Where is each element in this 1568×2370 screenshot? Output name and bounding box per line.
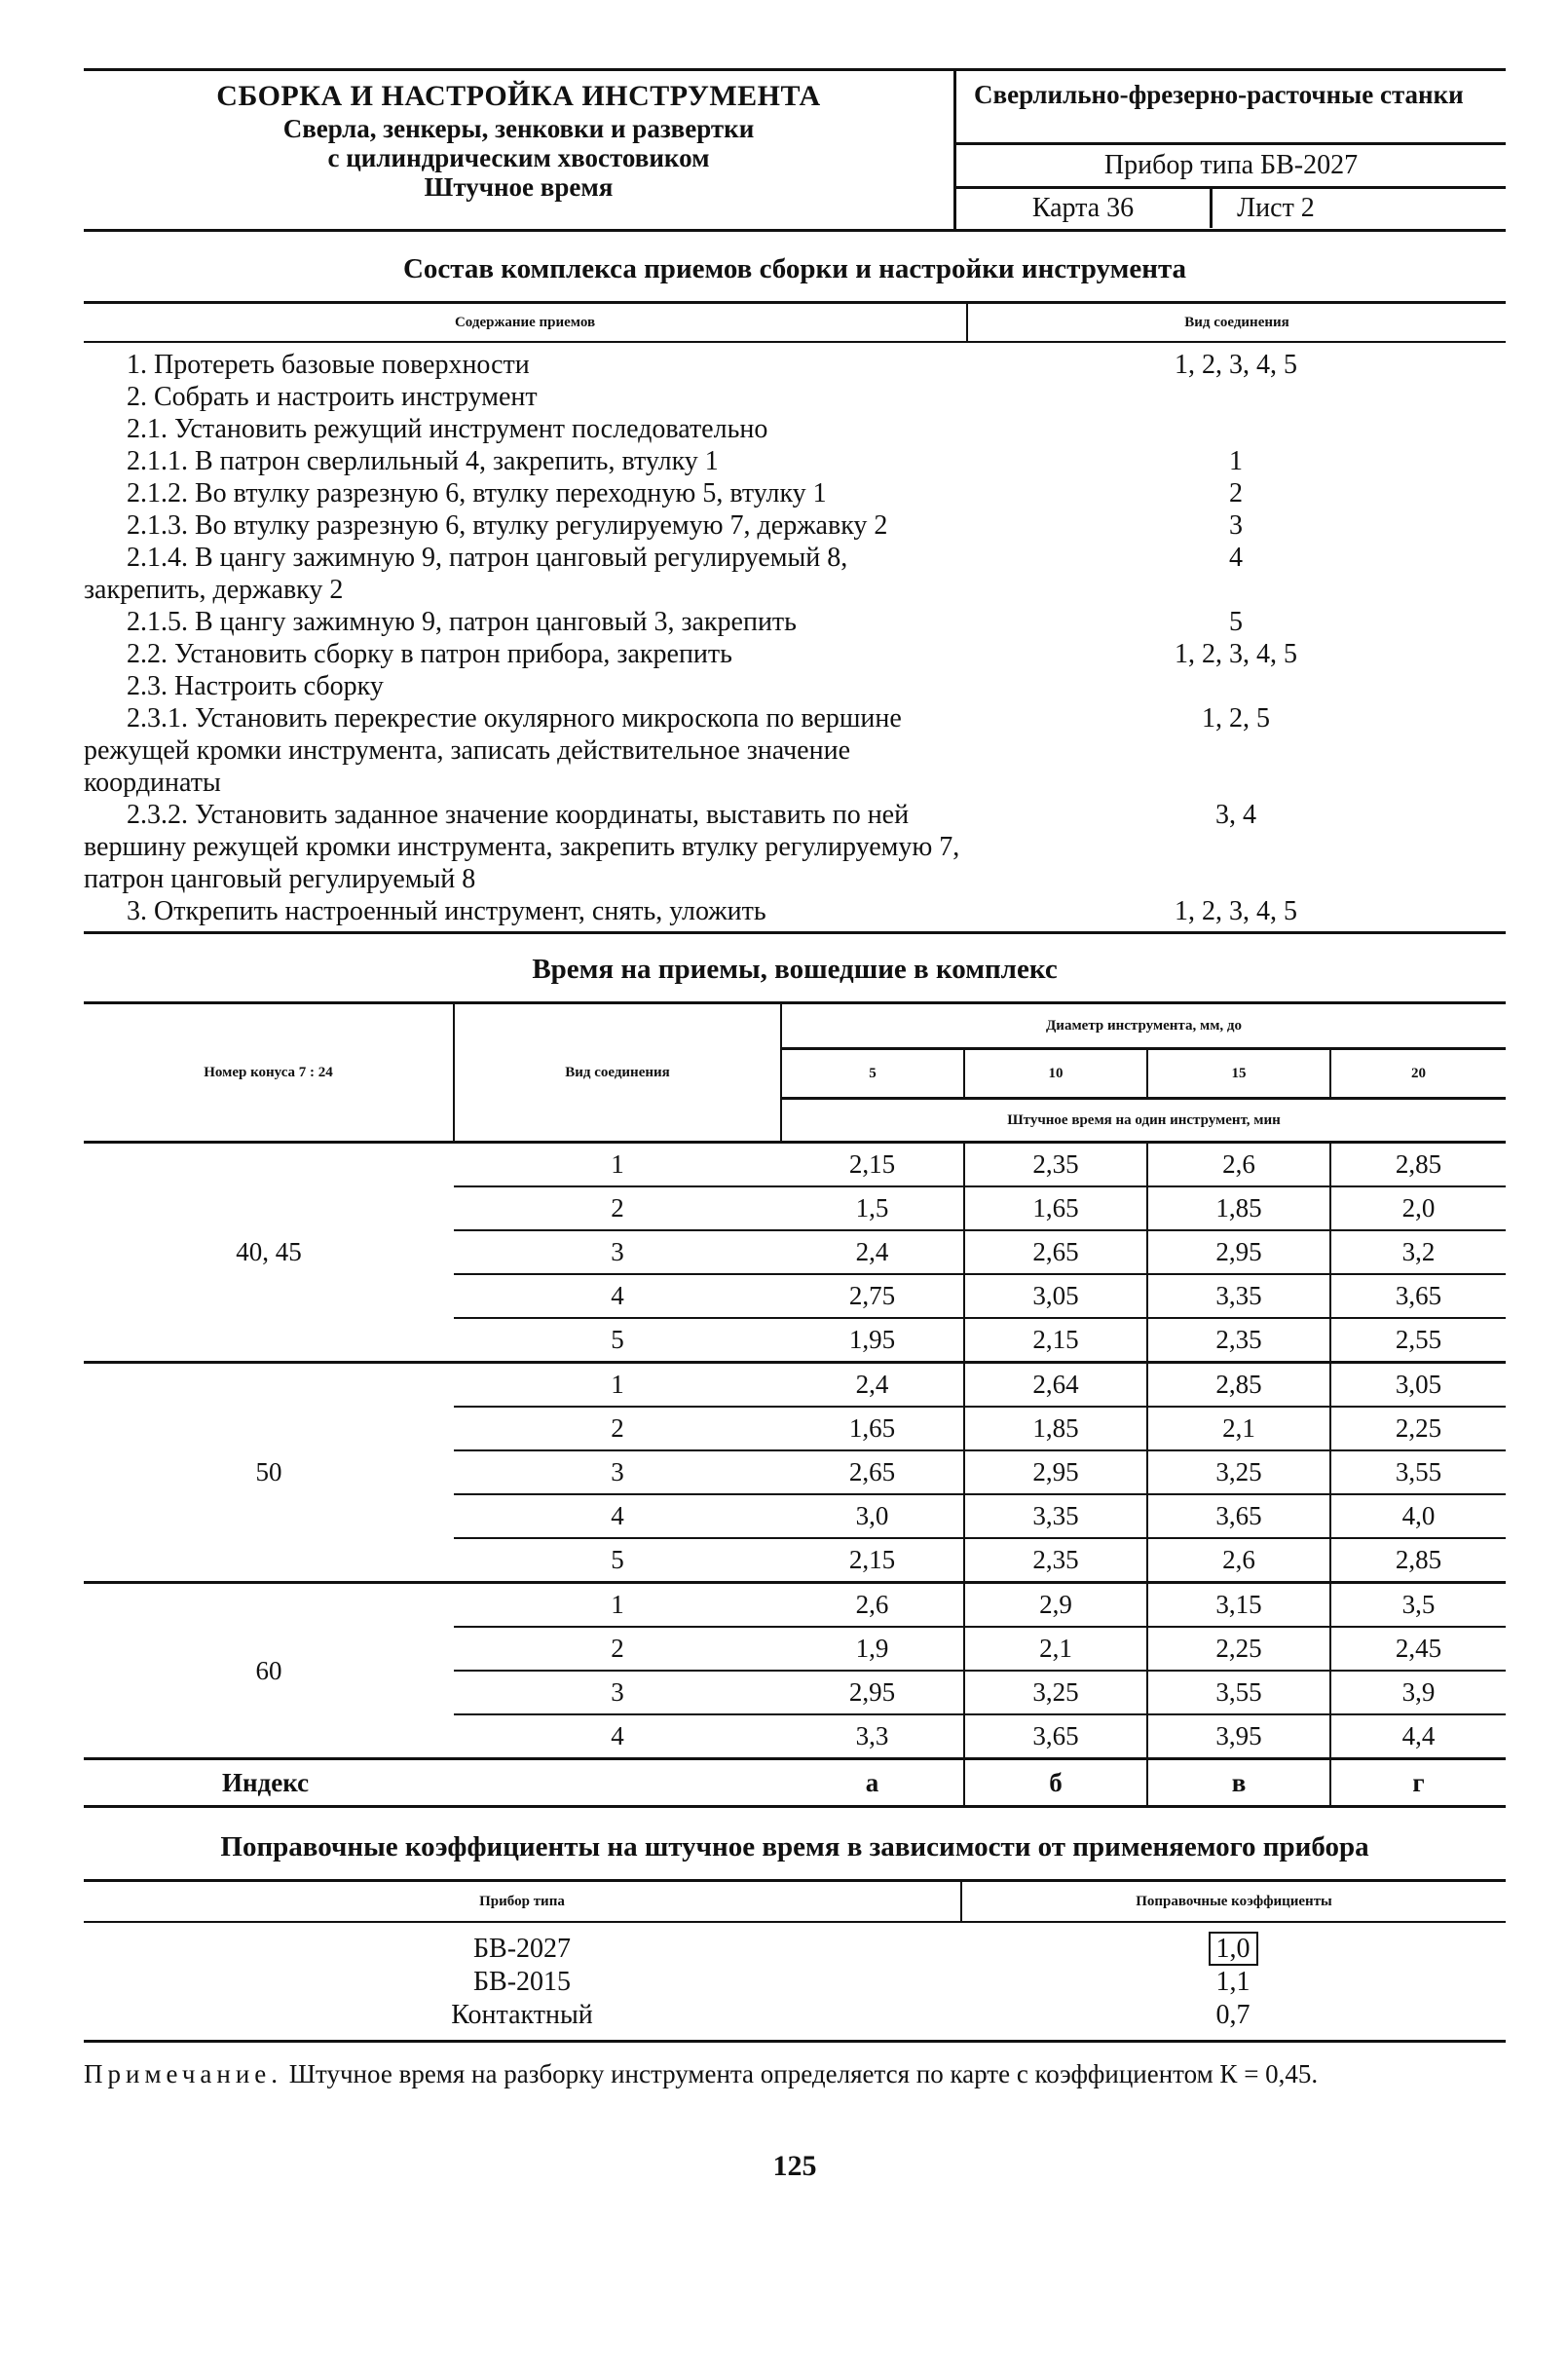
coef-value: 1,1	[1215, 1967, 1251, 1997]
index-value: в	[1147, 1759, 1330, 1807]
correction-row	[84, 1966, 1506, 1999]
step-text: 2.1.5. В цангу зажимную 9, патрон цанговый 3, закрепить	[127, 607, 797, 637]
col-content-header: Содержание приемов	[84, 304, 968, 341]
time-value: 1,65	[781, 1407, 964, 1450]
time-value: 2,45	[1330, 1627, 1506, 1671]
step-text: 2.3.1. Установить перекрестие окулярного микроскопа по вершине режущей кромки инструмента, записать действительное значение координаты	[84, 703, 902, 798]
corrections-table-body	[84, 1923, 1506, 2043]
joint-type: 3	[454, 1230, 781, 1274]
index-row	[84, 1759, 1506, 1807]
device-name: БВ-2027	[472, 1934, 572, 1964]
joint-type: 5	[454, 1538, 781, 1583]
index-value: г	[1330, 1759, 1506, 1807]
time-value: 2,75	[781, 1274, 964, 1318]
time-value: 3,95	[1147, 1714, 1330, 1759]
step-text: 2. Собрать и настроить инструмент	[127, 382, 538, 412]
joint-type: 3	[454, 1450, 781, 1494]
time-value: 3,15	[1147, 1583, 1330, 1628]
coef-cell	[960, 1933, 1506, 1966]
step-row	[84, 381, 1506, 413]
time-value: 1,95	[781, 1318, 964, 1363]
step-row	[84, 606, 1506, 638]
coef-value: 0,7	[1215, 2000, 1251, 2030]
col-joint-header: Вид соединения	[1184, 315, 1289, 330]
note-lead: Примечание.	[84, 2059, 283, 2088]
cone-number: 40, 45	[84, 1143, 454, 1363]
correction-row	[84, 1933, 1506, 1966]
time-value: 2,6	[781, 1583, 964, 1628]
step-text: 2.1. Установить режущий инструмент последовательно	[127, 414, 768, 444]
table-row	[84, 1363, 1506, 1408]
time-value: 3,65	[1330, 1274, 1506, 1318]
time-value: 3,25	[1147, 1450, 1330, 1494]
col-diameter-header: Диаметр инструмента, мм, до	[781, 1003, 1506, 1049]
coef-cell	[960, 1999, 1506, 2032]
step-joint	[966, 670, 1506, 702]
time-value: 2,15	[964, 1318, 1147, 1363]
table-row	[84, 1143, 1506, 1187]
corrections-title: Поправочные коэффициенты на штучное время в зависимости от применяемого прибора	[220, 1831, 1369, 1862]
time-value: 1,65	[964, 1186, 1147, 1230]
step-text: 2.1.3. Во втулку разрезную 6, втулку регулируемую 7, державку 2	[127, 510, 888, 541]
step-joint: 1, 2, 3, 4, 5	[1175, 639, 1297, 669]
header-subtitle-3: Штучное время	[424, 172, 614, 202]
time-value: 2,55	[1330, 1318, 1506, 1363]
joint-type: 2	[454, 1407, 781, 1450]
time-value: 2,6	[1147, 1538, 1330, 1583]
time-table-body	[84, 1143, 1506, 1807]
step-row	[84, 670, 1506, 702]
time-value: 2,95	[1147, 1230, 1330, 1274]
time-value: 2,35	[964, 1143, 1147, 1187]
device-type: Прибор типа БВ-2027	[956, 145, 1506, 189]
coef-cell	[960, 1966, 1506, 1999]
time-value: 2,35	[1147, 1318, 1330, 1363]
page-number: 125	[772, 2150, 817, 2182]
composition-table-header	[84, 301, 1506, 343]
time-value: 2,9	[964, 1583, 1147, 1628]
step-text: 2.2. Установить сборку в патрон прибора, закрепить	[127, 639, 732, 669]
col-coef-header: Поправочные коэффициенты	[1136, 1894, 1332, 1909]
step-text: 3. Открепить настроенный инструмент, снять, уложить	[127, 896, 766, 926]
time-value: 2,85	[1147, 1363, 1330, 1408]
time-value: 3,05	[1330, 1363, 1506, 1408]
col-device-header: Прибор типа	[84, 1882, 962, 1921]
time-value: 3,65	[964, 1714, 1147, 1759]
diameter-label: 20	[1330, 1049, 1506, 1099]
step-joint	[966, 413, 1506, 445]
step-row	[84, 509, 1506, 542]
device-name: Контактный	[451, 2000, 593, 2030]
time-value: 2,65	[964, 1230, 1147, 1274]
header-title: СБОРКА И НАСТРОЙКА ИНСТРУМЕНТА	[216, 80, 821, 112]
step-row	[84, 895, 1506, 927]
time-value: 3,55	[1147, 1671, 1330, 1714]
cone-number: 50	[84, 1363, 454, 1583]
cone-number: 60	[84, 1583, 454, 1759]
step-joint: 1, 2, 3, 4, 5	[1175, 896, 1297, 926]
time-value: 2,25	[1330, 1407, 1506, 1450]
machine-type: Сверлильно-фрезерно-расточные станки	[956, 71, 1506, 145]
time-value: 2,85	[1330, 1143, 1506, 1187]
time-value: 2,95	[964, 1450, 1147, 1494]
device-name: БВ-2015	[472, 1967, 572, 1997]
joint-type: 4	[454, 1274, 781, 1318]
diameter-label: 15	[1147, 1049, 1330, 1099]
col-joint-type-header: Вид соединения	[454, 1003, 781, 1143]
time-value: 2,25	[1147, 1627, 1330, 1671]
card-sheet-row	[956, 189, 1506, 228]
diameter-label: 10	[964, 1049, 1147, 1099]
step-joint: 1, 2, 5	[1202, 703, 1270, 734]
step-joint: 1	[1229, 446, 1243, 476]
time-value: 2,35	[964, 1538, 1147, 1583]
time-value: 3,05	[964, 1274, 1147, 1318]
col-cone-header: Номер конуса 7 : 24	[84, 1003, 454, 1143]
header-meta-block	[956, 71, 1506, 229]
index-value: а	[781, 1759, 964, 1807]
joint-type: 2	[454, 1186, 781, 1230]
time-value: 2,85	[1330, 1538, 1506, 1583]
sheet-number: Лист 2	[1237, 193, 1315, 223]
time-value: 3,3	[781, 1714, 964, 1759]
document-page	[84, 68, 1506, 2183]
joint-type: 1	[454, 1143, 781, 1187]
step-joint: 3	[1229, 510, 1243, 541]
table-row	[84, 1583, 1506, 1628]
index-label: Индекс	[84, 1759, 781, 1807]
step-row	[84, 638, 1506, 670]
time-value: 2,15	[781, 1538, 964, 1583]
time-value: 3,0	[781, 1494, 964, 1538]
step-text: 2.1.1. В патрон сверлильный 4, закрепить, втулку 1	[127, 446, 719, 476]
time-value: 2,4	[781, 1230, 964, 1274]
step-joint: 1, 2, 3, 4, 5	[1175, 350, 1297, 380]
time-value: 2,65	[781, 1450, 964, 1494]
time-value: 3,2	[1330, 1230, 1506, 1274]
time-value: 4,4	[1330, 1714, 1506, 1759]
time-value: 2,0	[1330, 1186, 1506, 1230]
time-value: 1,5	[781, 1186, 964, 1230]
index-value: б	[964, 1759, 1147, 1807]
correction-row	[84, 1999, 1506, 2032]
step-joint: 5	[1229, 607, 1243, 637]
composition-table-body	[84, 343, 1506, 934]
coef-value: 1,0	[1209, 1932, 1258, 1966]
time-value: 1,9	[781, 1627, 964, 1671]
step-joint: 4	[1229, 543, 1243, 573]
time-table	[84, 1001, 1506, 1808]
step-row	[84, 799, 1506, 895]
col-time-header: Штучное время на один инструмент, мин	[781, 1099, 1506, 1143]
step-text: 2.1.4. В цангу зажимную 9, патрон цанговый регулируемый 8, закрепить, державку 2	[84, 543, 848, 605]
header-subtitle-1: Сверла, зенкеры, зенковки и развертки	[282, 114, 755, 143]
time-value: 2,4	[781, 1363, 964, 1408]
note	[84, 2058, 1506, 2089]
joint-type: 3	[454, 1671, 781, 1714]
joint-type: 1	[454, 1363, 781, 1408]
time-value: 4,0	[1330, 1494, 1506, 1538]
step-row	[84, 349, 1506, 381]
time-value: 3,35	[1147, 1274, 1330, 1318]
time-table-title: Время на приемы, вошедшие в комплекс	[532, 954, 1058, 985]
time-value: 3,65	[1147, 1494, 1330, 1538]
step-joint	[966, 381, 1506, 413]
time-value: 3,55	[1330, 1450, 1506, 1494]
step-row	[84, 477, 1506, 509]
step-row	[84, 445, 1506, 477]
corrections-table-header	[84, 1879, 1506, 1923]
time-value: 2,6	[1147, 1143, 1330, 1187]
time-value: 3,35	[964, 1494, 1147, 1538]
step-joint: 3, 4	[1215, 800, 1256, 830]
time-value: 1,85	[964, 1407, 1147, 1450]
step-text: 2.3.2. Установить заданное значение координаты, выставить по ней вершину режущей кромки инструмента, закрепить втулку регулируемую 7, патрон цанговый регулируемый 8	[84, 800, 960, 894]
header-title-block	[84, 71, 956, 229]
card-header	[84, 68, 1506, 232]
time-value: 1,85	[1147, 1186, 1330, 1230]
card-number: Карта 36	[956, 189, 1213, 228]
note-text: Штучное время на разборку инструмента определяется по карте с коэффициентом К = 0,45.	[288, 2059, 1319, 2088]
joint-type: 4	[454, 1494, 781, 1538]
time-value: 2,95	[781, 1671, 964, 1714]
step-row	[84, 413, 1506, 445]
time-value: 3,9	[1330, 1671, 1506, 1714]
time-value: 2,15	[781, 1143, 964, 1187]
time-value: 2,64	[964, 1363, 1147, 1408]
step-text: 1. Протереть базовые поверхности	[127, 350, 530, 380]
joint-type: 1	[454, 1583, 781, 1628]
joint-type: 4	[454, 1714, 781, 1759]
step-row	[84, 702, 1506, 799]
time-value: 3,5	[1330, 1583, 1506, 1628]
time-value: 3,25	[964, 1671, 1147, 1714]
joint-type: 2	[454, 1627, 781, 1671]
step-joint: 2	[1229, 478, 1243, 508]
time-value: 2,1	[1147, 1407, 1330, 1450]
step-row	[84, 542, 1506, 606]
header-subtitle-2: с цилиндрическим хвостовиком	[327, 143, 710, 172]
composition-title: Состав комплекса приемов сборки и настройки инструмента	[402, 253, 1187, 284]
step-text: 2.1.2. Во втулку разрезную 6, втулку переходную 5, втулку 1	[127, 478, 827, 508]
joint-type: 5	[454, 1318, 781, 1363]
time-value: 2,1	[964, 1627, 1147, 1671]
diameter-label: 5	[781, 1049, 964, 1099]
step-text: 2.3. Настроить сборку	[127, 671, 384, 701]
